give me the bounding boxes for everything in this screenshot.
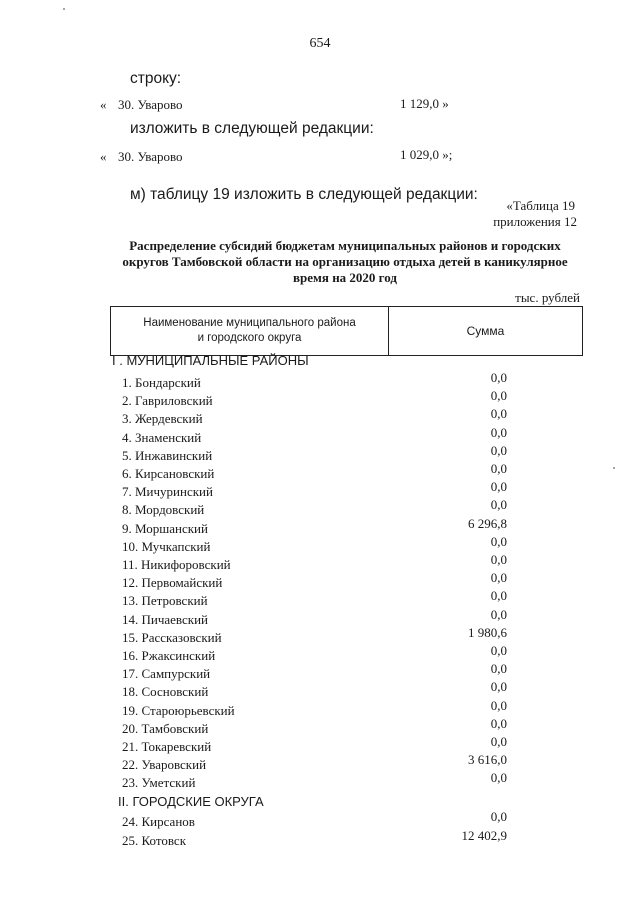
row-value: 0,0 (490, 661, 507, 677)
row-value: 3 616,0 (468, 752, 507, 768)
table-row (0, 570, 640, 593)
row-name: 18. Сосновский (122, 684, 209, 700)
row-name: 21. Токаревский (122, 739, 212, 754)
column-header-sum: Сумма (466, 324, 505, 338)
row-value: 0,0 (490, 442, 507, 458)
row-value: 1 980,6 (468, 624, 507, 640)
row-value: 0,0 (490, 570, 507, 586)
row-name: 9. Моршанский (122, 520, 208, 536)
row-name: 25. Котовск (122, 832, 187, 848)
section-heading-districts: I . МУНИЦИПАЛЬНЫЕ РАЙОНЫ (112, 353, 309, 368)
row-name: 2. Гавриловский (122, 393, 213, 409)
table-row (0, 442, 640, 466)
page-number: 654 (309, 36, 331, 51)
table-row (0, 624, 640, 648)
row-value: 0,0 (490, 388, 507, 404)
row-name: 15. Рассказовский (122, 629, 222, 645)
amendment-line-3: м) таблицу 19 изложить в следующей редакции: (130, 186, 478, 203)
table-row (0, 479, 640, 502)
row-name: 24. Кирсанов (122, 814, 195, 829)
row-value: 0,0 (490, 497, 507, 513)
row-value: 0,0 (490, 697, 507, 713)
row-value: 0,0 (490, 679, 507, 695)
row-value: 0,0 (490, 643, 507, 658)
row-name: 6. Кирсановский (122, 466, 215, 481)
amendment-quote-1: « (100, 97, 107, 112)
table-row (0, 606, 640, 630)
row-name: 5. Инжавинский (122, 447, 213, 463)
row-value: 0,0 (490, 715, 507, 731)
table-header (110, 306, 583, 356)
row-value: 0,0 (490, 479, 507, 495)
table-row (0, 770, 640, 793)
table-row (0, 588, 640, 611)
row-value: 0,0 (490, 734, 507, 749)
table-row (0, 533, 640, 557)
row-value: 6 296,8 (468, 515, 507, 531)
row-value: 0,0 (490, 461, 507, 476)
table-row (0, 370, 640, 393)
row-value: 0,0 (490, 424, 507, 440)
row-name: 19. Староюрьевский (122, 702, 235, 718)
table-row (0, 424, 640, 448)
table-row (0, 406, 640, 429)
table-row (0, 715, 640, 739)
table-row (0, 552, 640, 575)
column-header-name: Наименование муниципального района и городского округа (111, 307, 389, 355)
table-ref-line-2: приложения 12 (493, 214, 577, 229)
row-name: 10. Мучкапский (122, 538, 211, 554)
table-row (0, 515, 640, 539)
table-row (0, 679, 640, 702)
row-value: 0,0 (490, 588, 507, 604)
table-row (0, 697, 640, 721)
table-row (0, 661, 640, 684)
row-value: 0,0 (490, 406, 507, 422)
table-row (0, 827, 640, 851)
units-label: тыс. рублей (515, 290, 580, 305)
row-value: 0,0 (490, 770, 507, 786)
table-row (0, 752, 640, 775)
row-name: 8. Мордовский (122, 502, 205, 518)
row-name: 4. Знаменский (122, 429, 202, 445)
table-row (0, 643, 640, 666)
scan-speck (63, 8, 65, 10)
row-name: 11. Никифоровский (122, 557, 231, 572)
row-name: 17. Сампурский (122, 666, 211, 682)
table-row (0, 734, 640, 757)
row-name: 7. Мичуринский (122, 484, 213, 500)
row-name: 22. Уваровский (122, 757, 207, 773)
row-name: 16. Ржаксинский (122, 648, 216, 663)
table-title: Распределение субсидий бюджетам муниципальных районов и городских округов Тамбовской области на организацию отдыха детей в каникулярное время на 2020 год (122, 238, 568, 285)
row-value: 0,0 (490, 370, 507, 385)
row-name: 13. Петровский (122, 593, 208, 609)
amendment-row-2-name: 30. Уварово (118, 149, 183, 164)
row-name: 23. Уметский (122, 775, 196, 791)
scan-speck (613, 467, 615, 469)
table-row (0, 497, 640, 520)
row-value: 0,0 (490, 533, 507, 549)
row-name: 20. Тамбовский (122, 720, 209, 736)
row-name: 14. Пичаевский (122, 611, 208, 627)
table-row (0, 388, 640, 411)
row-name: 3. Жердевский (122, 411, 203, 427)
row-name: 1. Бондарский (122, 375, 201, 390)
row-value: 0,0 (490, 552, 507, 567)
table-row (0, 809, 640, 832)
amendment-line-1: строку: (130, 70, 182, 87)
amendment-row-1-value: 1 129,0 » (400, 96, 449, 111)
table-row (0, 461, 640, 484)
amendment-line-2: изложить в следующей редакции: (130, 120, 374, 137)
row-value: 0,0 (490, 809, 507, 824)
row-value: 0,0 (490, 606, 507, 622)
amendment-row-2-value: 1 029,0 »; (400, 147, 453, 162)
amendment-row-1-name: 30. Уварово (118, 97, 183, 112)
amendment-quote-2: « (100, 149, 107, 164)
row-name: 12. Первомайский (122, 575, 223, 591)
row-value: 12 402,9 (461, 827, 507, 843)
table-ref-line-1: «Таблица 19 (506, 198, 575, 213)
section-heading-cities: II. ГОРОДСКИЕ ОКРУГА (118, 794, 264, 809)
